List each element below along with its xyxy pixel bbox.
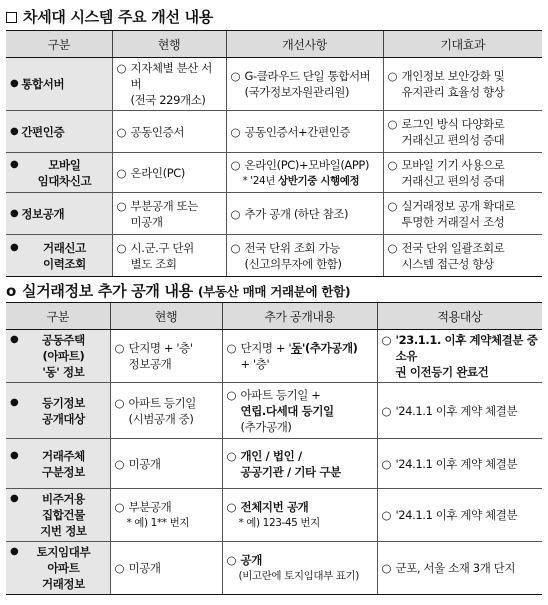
table-row — [6, 330, 542, 383]
table-header-row — [6, 303, 542, 330]
row-target: ○ '24.1.1 이후 계약 체결분 — [377, 439, 542, 489]
circle-bullet-icon: ○ — [114, 500, 125, 514]
row-improvement: ○ 전국 단위 조회 가능 (신고의무자에 한함) — [226, 235, 383, 277]
circle-marker-icon: o — [6, 282, 17, 300]
table-row — [6, 235, 542, 277]
row-current: ○ 아파트 등기일 (시범공개 중) — [110, 383, 222, 439]
circle-bullet-icon: ○ — [381, 561, 392, 575]
row-category: ● 등기정보 공개대상 — [6, 383, 110, 439]
circle-bullet-icon: ○ — [114, 456, 125, 471]
header-improvement: 개선사항 — [226, 31, 383, 58]
circle-bullet-icon: ○ — [230, 69, 241, 83]
row-category: ● 거래주체 구분정보 — [6, 439, 110, 489]
table-row — [6, 439, 542, 489]
row-current: ○ 부분공개 * 예) 1** 번지 — [110, 489, 222, 542]
row-improvement: ○ G-클라우드 단일 통합서버 (국가정보자원관리원) — [226, 58, 383, 111]
bullet-dot-icon: ● — [10, 493, 19, 504]
row-target: ○ '23.1.1. 이후 계약체결분 중 소유 권 이전등기 완료건 — [377, 330, 542, 383]
table-row — [6, 542, 542, 595]
bullet-dot-icon: ● — [10, 125, 19, 137]
row-target: ○ '24.1.1 이후 계약 체결분 — [377, 383, 542, 439]
disclosure-table — [6, 302, 542, 595]
header-effect: 기대효과 — [383, 31, 542, 58]
circle-bullet-icon: ○ — [230, 240, 241, 255]
circle-bullet-icon: ○ — [114, 561, 125, 575]
bullet-dot-icon: ● — [10, 396, 19, 408]
table-row — [6, 383, 542, 439]
table-row — [6, 153, 542, 193]
row-current: ○ 온라인(PC) — [112, 153, 226, 193]
header-current: 현행 — [110, 303, 222, 330]
row-effect: ○ 모바일 기기 사용으로 거래신고 편의성 증대 — [383, 153, 542, 193]
row-target: ○ '24.1.1 이후 계약 체결분 — [377, 489, 542, 542]
row-category: ● 통합서버 — [6, 58, 112, 111]
circle-bullet-icon: ○ — [381, 456, 392, 471]
circle-bullet-icon: ○ — [381, 403, 392, 418]
circle-bullet-icon: ○ — [226, 500, 237, 514]
row-improvement: ○ 공동인증서+간편인증 — [226, 111, 383, 153]
table-row — [6, 111, 542, 153]
table-row — [6, 193, 542, 235]
table-row — [6, 489, 542, 542]
bullet-dot-icon: ● — [10, 241, 19, 253]
circle-bullet-icon: ○ — [116, 198, 127, 213]
improvement-table — [6, 30, 542, 277]
circle-bullet-icon: ○ — [116, 240, 127, 255]
row-additional: ○ 공개 (비고란에 토지임대부 표기) — [222, 542, 377, 595]
row-category: ● 거래신고 이력조회 — [6, 235, 112, 277]
row-current: ○ 지자체별 분산 서버 (전국 229개소) — [112, 58, 226, 111]
bullet-dot-icon: ● — [10, 158, 19, 170]
circle-bullet-icon: ○ — [116, 165, 127, 180]
box-marker-icon — [6, 12, 17, 23]
row-category: ● 비주거용 집합건물 지번 정보 — [6, 489, 110, 542]
row-improvement: ○ 추가 공개 (하단 참조) — [226, 193, 383, 235]
circle-bullet-icon: ○ — [387, 157, 398, 172]
circle-bullet-icon: ○ — [230, 206, 241, 221]
row-current: ○ 단지명 + '층' 정보공개 — [110, 330, 222, 383]
circle-bullet-icon: ○ — [226, 341, 237, 355]
row-effect: ○ 로그인 방식 다양화로 거래신고 편의성 증대 — [383, 111, 542, 153]
section2-title: o 실거래정보 추가 공개 내용 (부동산 매매 거래분에 한함) — [6, 282, 351, 300]
circle-bullet-icon: ○ — [114, 341, 125, 355]
circle-bullet-icon: ○ — [114, 395, 125, 410]
bullet-dot-icon: ● — [10, 449, 19, 461]
circle-bullet-icon: ○ — [226, 553, 237, 567]
improvement-note: * '24년 상반기중 시행예정 — [242, 174, 360, 187]
row-current: ○ 시.군.구 단위 별도 조회 — [112, 235, 226, 277]
row-current: ○ 부분공개 또는 미공개 — [112, 193, 226, 235]
row-category: ● 토지임대부 아파트 거래정보 — [6, 542, 110, 595]
bullet-dot-icon: ● — [10, 334, 19, 345]
circle-bullet-icon: ○ — [116, 61, 127, 75]
circle-bullet-icon: ○ — [381, 333, 392, 347]
row-current: ○ 미공개 — [110, 542, 222, 595]
row-current: ○ 미공개 — [110, 439, 222, 489]
bullet-dot-icon: ● — [10, 546, 19, 557]
row-additional: ○ 아파트 등기일 + 연립.다세대 등기일 (추가공개) — [222, 383, 377, 439]
row-effect: ○ 전국 단위 일괄조회로 시스템 접근성 향상 — [383, 235, 542, 277]
circle-bullet-icon: ○ — [230, 157, 241, 172]
row-category: ● 간편인증 — [6, 111, 112, 153]
section2-subtitle: (부동산 매매 거래분에 한함) — [197, 284, 351, 299]
circle-bullet-icon: ○ — [387, 69, 398, 83]
row-target: ○ 군포, 서울 소재 3개 단지 — [377, 542, 542, 595]
circle-bullet-icon: ○ — [387, 198, 398, 213]
bullet-dot-icon: ● — [10, 207, 19, 219]
header-target: 적용대상 — [377, 303, 542, 330]
circle-bullet-icon: ○ — [226, 387, 237, 402]
row-effect: ○ 개인정보 보안강화 및 유지관리 효율성 향상 — [383, 58, 542, 111]
circle-bullet-icon: ○ — [381, 508, 392, 522]
section1-title: 차세대 시스템 주요 개선 내용 — [6, 6, 213, 27]
circle-bullet-icon: ○ — [230, 124, 241, 139]
row-effect: ○ 실거래정보 공개 확대로 투명한 거래질서 조성 — [383, 193, 542, 235]
header-additional: 추가 공개내용 — [222, 303, 377, 330]
row-additional: ○ 단지명 + '동'(추가공개) + '층' — [222, 330, 377, 383]
header-category: 구분 — [6, 303, 110, 330]
table-row — [6, 58, 542, 111]
row-category: ● 모바일 임대차신고 — [6, 153, 112, 193]
circle-bullet-icon: ○ — [387, 240, 398, 255]
circle-bullet-icon: ○ — [116, 124, 127, 139]
header-current: 현행 — [112, 31, 226, 58]
bullet-dot-icon: ● — [10, 78, 19, 89]
circle-bullet-icon: ○ — [387, 116, 398, 131]
header-category: 구분 — [6, 31, 112, 58]
row-additional: ○ 전체지번 공개 * 예) 123-45 번지 — [222, 489, 377, 542]
row-improvement: ○ 온라인(PC)+모바일(APP) * '24년 상반기중 시행예정 — [226, 153, 383, 193]
row-category: ● 정보공개 — [6, 193, 112, 235]
table-header-row — [6, 31, 542, 58]
row-category: ● 공동주택 (아파트) '동' 정보 — [6, 330, 110, 383]
row-current: ○ 공동인증서 — [112, 111, 226, 153]
row-additional: ○ 개인 / 법인 / 공공기관 / 기타 구분 — [222, 439, 377, 489]
circle-bullet-icon: ○ — [226, 448, 237, 463]
